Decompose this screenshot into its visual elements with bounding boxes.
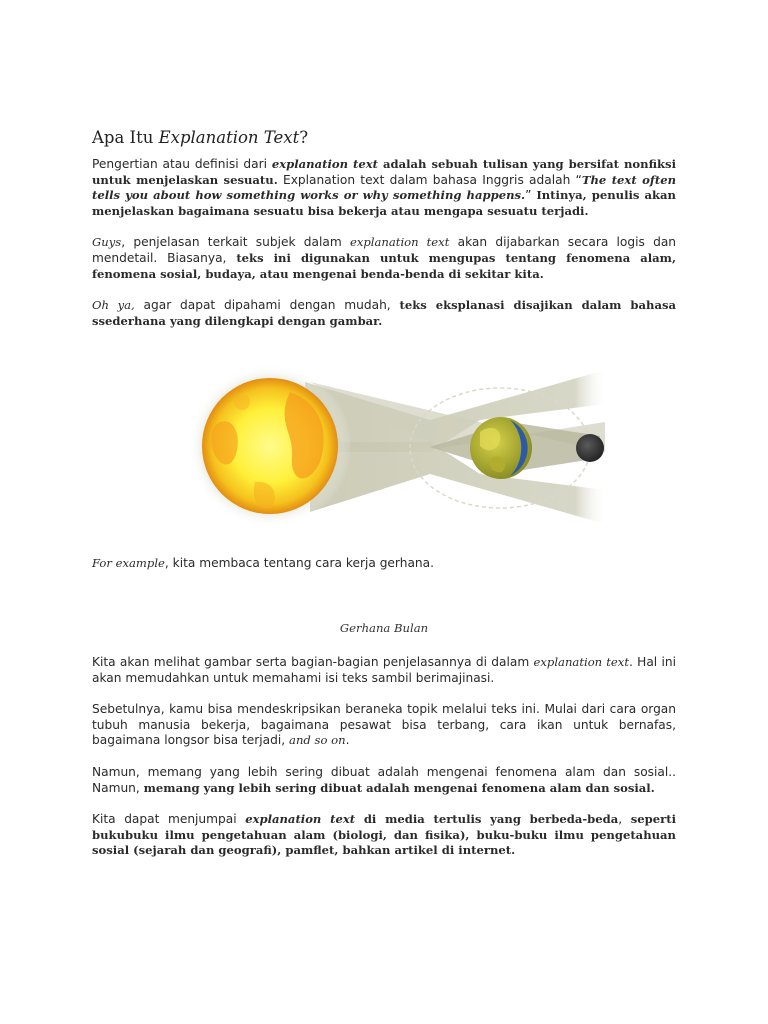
text-run: Namun, memang yang lebih sering dibuat adalah mengenai fenomena alam dan sosial.. Namun,: [92, 764, 676, 795]
text-run: and so on: [289, 733, 346, 748]
text-run: The text often tells you about how something works or why something happens.: [92, 172, 676, 203]
text-run: Kita dapat menjumpai: [92, 812, 246, 827]
text-run: Kita akan melihat gambar serta bagian-bagian penjelasannya di dalam: [92, 655, 534, 669]
text-run: , kita membaca tentang cara kerja gerhana.: [164, 556, 434, 570]
text-run: Guys: [92, 235, 122, 250]
text-run: ,: [618, 812, 631, 827]
text-run: explanation text: [533, 655, 629, 669]
paragraph-oh-ya: [92, 298, 676, 329]
text-run: ”: [525, 188, 537, 203]
text-run: , penjelasan terkait subjek dalam: [121, 235, 350, 250]
text-run: seperti bukubuku ilmu pengetahuan alam (biologi, dan fisika), buku-buku ilmu pengetahuan sosial (sejarah dan geografi), pamflet, bahkan artikel di internet.: [92, 812, 676, 858]
text-run: Explanation text dalam bahasa Inggris adalah “: [277, 172, 582, 187]
moon-icon: [576, 434, 604, 462]
text-run: agar dapat dipahami dengan mudah,: [134, 298, 400, 313]
page-title: [92, 128, 676, 147]
sun-icon: [202, 378, 338, 514]
paragraph-media: [92, 812, 676, 859]
text-run: memang yang lebih sering dibuat adalah mengenai fenomena alam dan sosial.: [143, 780, 655, 795]
paragraph-example: [92, 556, 676, 572]
text-run: . Hal ini akan memudahkan untuk memahami isi teks sambil berimajinasi.: [92, 655, 676, 685]
text-run: explanation text: [271, 157, 379, 171]
earth-icon: [470, 417, 532, 479]
paragraph-definition: [92, 157, 676, 219]
text-run: teks eksplanasi disajikan dalam bahasa ssederhana yang dilengkapi dengan gambar.: [92, 298, 676, 328]
paragraph-sebetulnya: [92, 702, 676, 749]
title-suffix: ?: [299, 128, 309, 147]
text-run: akan dijabarkan secara logis dan mendetail. Biasanya,: [92, 235, 677, 265]
text-run: explanation text: [245, 812, 356, 827]
text-run: Oh ya,: [92, 298, 135, 313]
title-italic: Explanation Text: [158, 128, 300, 147]
intro-section: [92, 128, 676, 329]
text-run: Pengertian atau definisi dari: [92, 157, 272, 171]
figure-caption: Gerhana Bulan: [339, 621, 429, 635]
paragraph-guys: [92, 235, 676, 282]
text-run: adalah sebuah tulisan yang bersifat nonfiksi untuk menjelaskan sesuatu.: [92, 157, 676, 187]
eclipse-illustration: [180, 362, 610, 532]
text-run: Sebetulnya, kamu bisa mendeskripsikan beraneka topik melalui teks ini. Mulai dari cara organ tubuh manusia bekerja, bagaimana pesawat bisa terbang, cara ikan untuk bernafas, bagaimana longsor bisa terjadi,: [92, 702, 676, 748]
text-run: explanation text: [349, 235, 450, 250]
paragraph-gambar: [92, 655, 676, 686]
text-run: For example: [92, 556, 165, 570]
text-run: Intinya, penulis akan menjelaskan bagaimana sesuatu bisa bekerja atau mengapa sesuatu terjadi.: [92, 188, 676, 218]
text-run: .: [345, 733, 350, 748]
text-run: teks ini digunakan untuk mengupas tentang fenomena alam, fenomena sosial, budaya, atau mengenai benda-benda di sekitar kita.: [92, 250, 676, 281]
text-run: di media tertulis yang berbeda-beda: [355, 812, 619, 827]
paragraph-namun: [92, 765, 676, 796]
body-section: [92, 655, 676, 875]
eclipse-diagram: [180, 362, 610, 532]
title-prefix: Apa Itu: [92, 128, 159, 147]
